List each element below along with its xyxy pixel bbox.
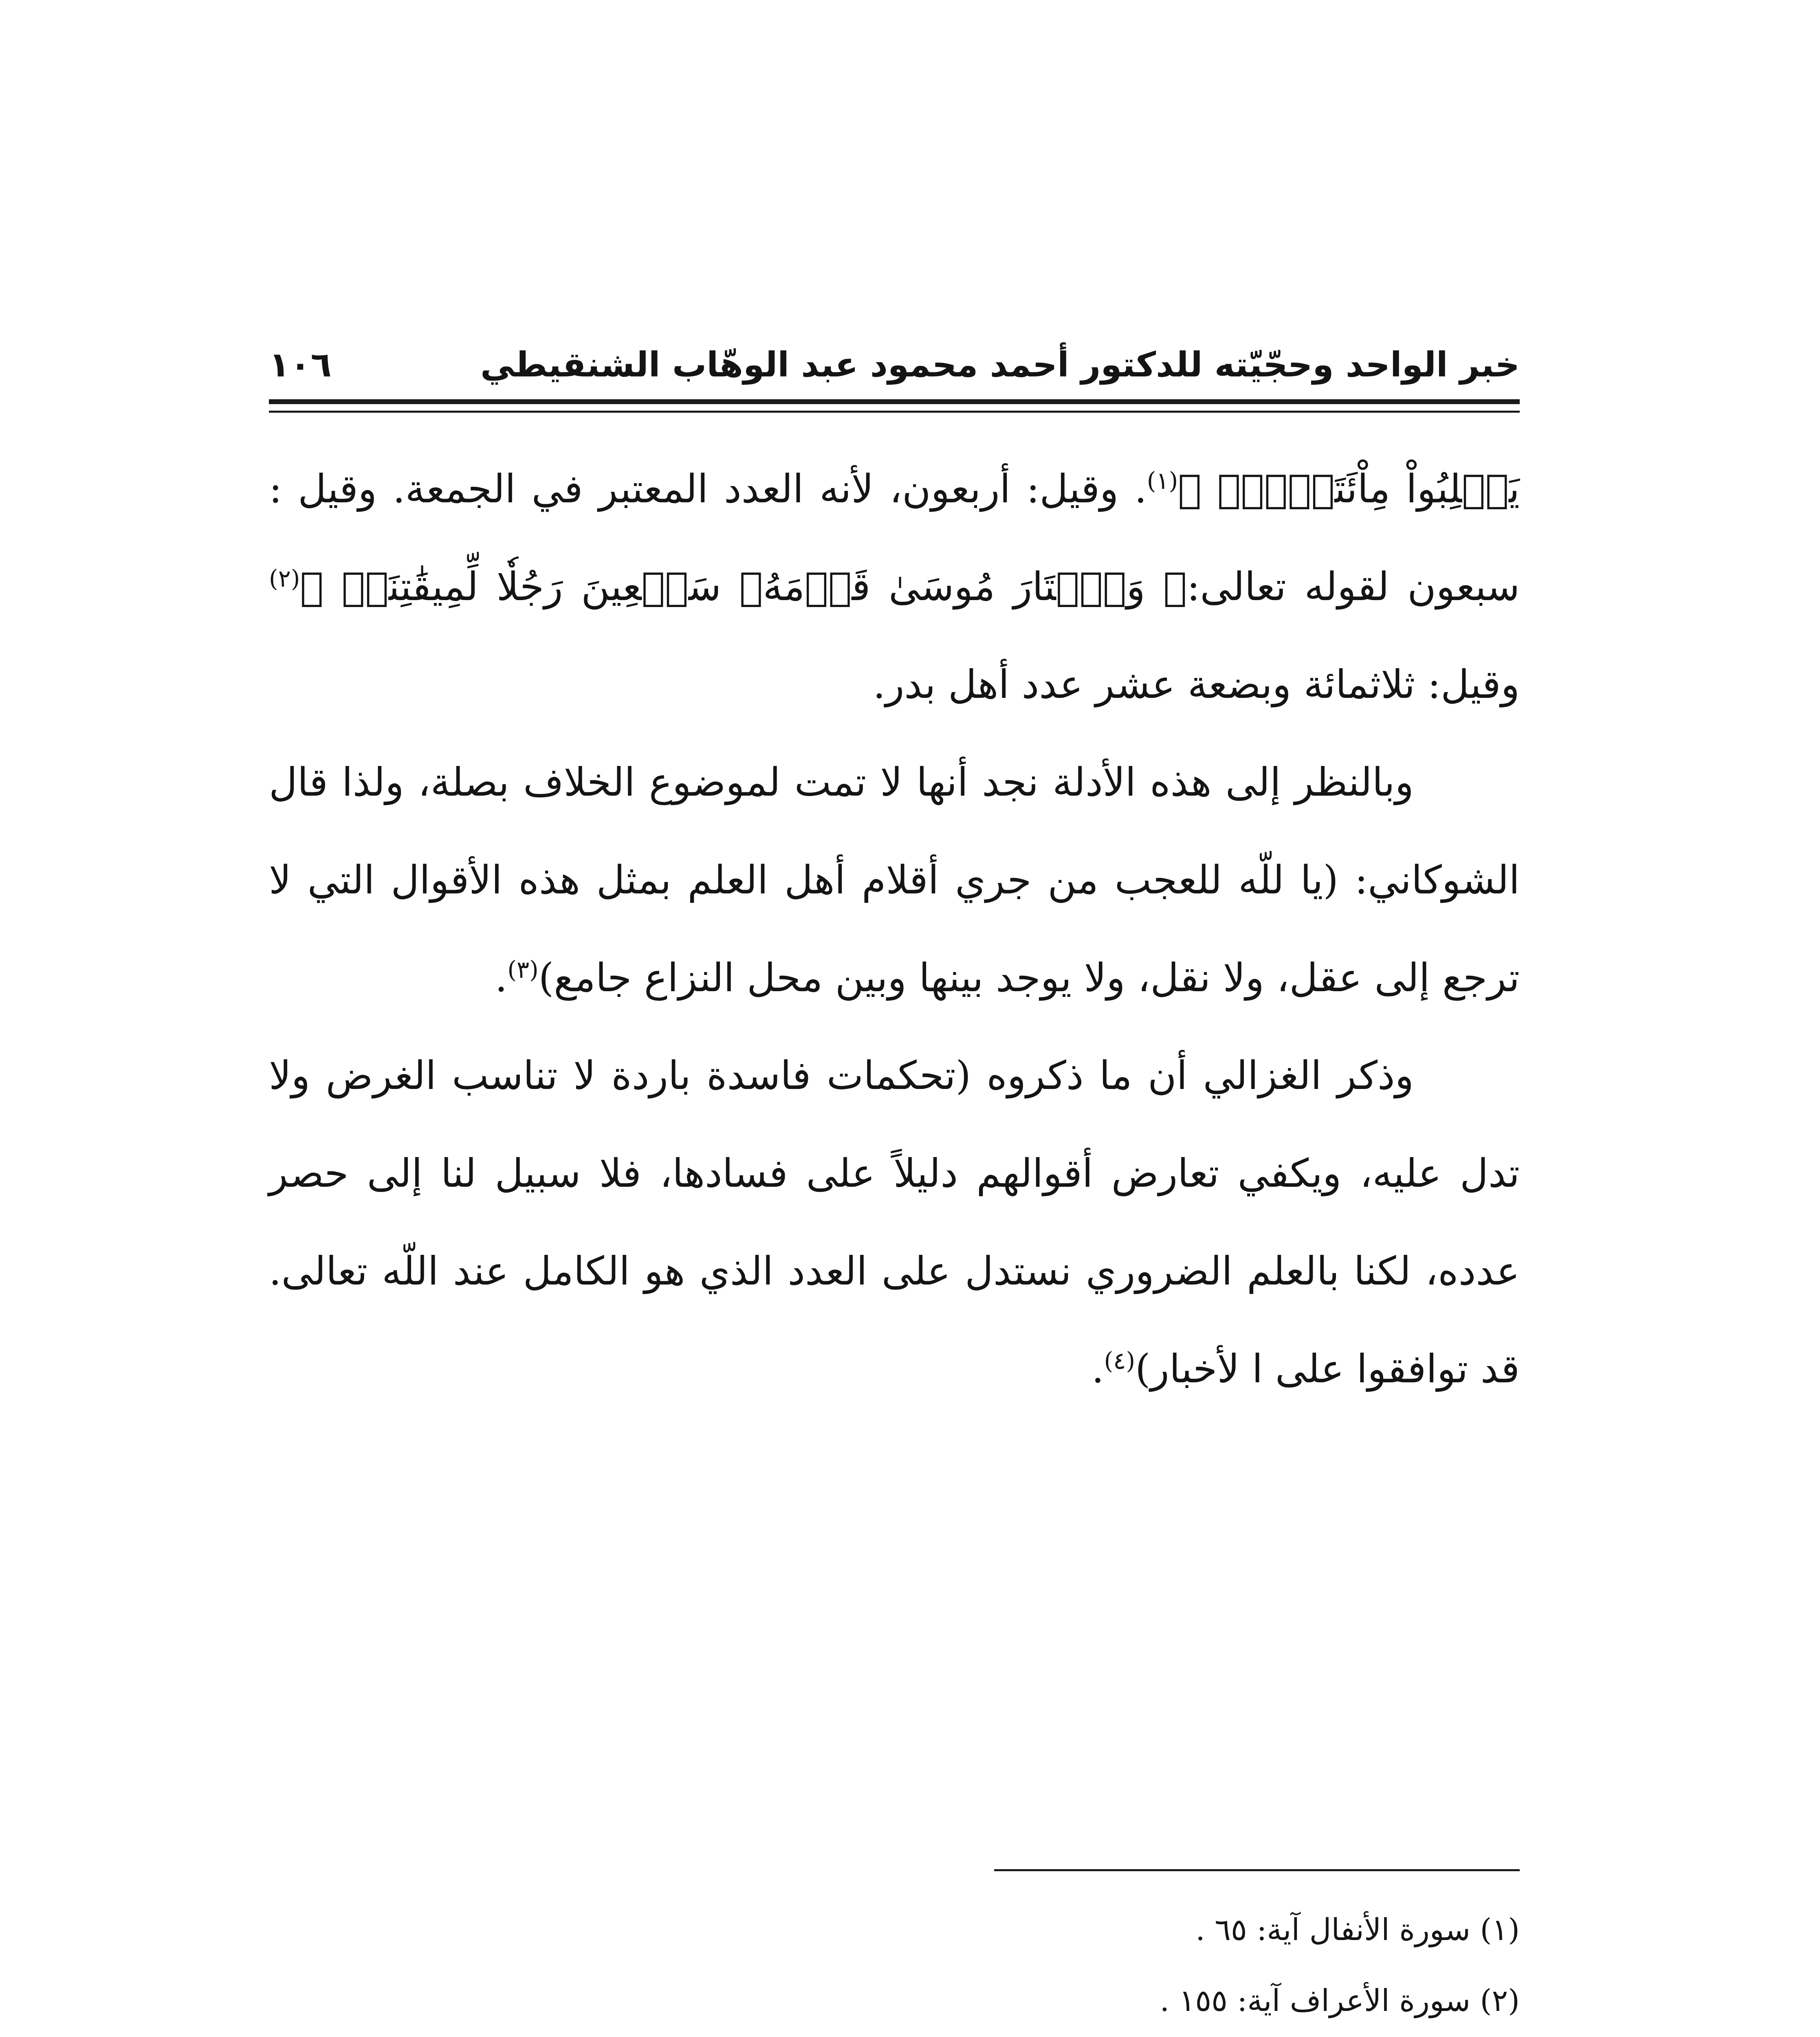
paragraph-3-end: . xyxy=(1092,1346,1104,1392)
header-rule-thick xyxy=(269,399,1520,404)
paragraph-1-text-b: وقيل: ثلاثمائة وبضعة عشر عدد أهل بدر. xyxy=(873,662,1520,707)
page-header xyxy=(269,334,1520,395)
footnote-ref-2: (٢) xyxy=(269,565,300,592)
page-number: ١٠٦ xyxy=(269,345,332,385)
footnote-ref-4: (٤) xyxy=(1104,1347,1136,1375)
paragraph-3 xyxy=(269,1027,1520,1418)
paragraph-2-end: . xyxy=(495,955,508,1001)
footnote-separator xyxy=(994,1869,1520,1871)
running-title: خبر الواحد وحجّيّته للدكتور أحمد محمود عبد الوهّاب الشنقيطي xyxy=(480,345,1520,385)
main-text xyxy=(269,440,1520,1418)
header-rule-thin xyxy=(269,411,1520,413)
paragraph-1 xyxy=(269,440,1520,733)
quran-verse-araf-155: وَٱخۡتَارَ مُوسَىٰ قَوۡمَهُۥ سَبۡعِينَ رَجُلٗا لِّمِيقَٰتِنَاۖ ﴾ xyxy=(300,564,1145,609)
footnote-ref-3: (٣) xyxy=(507,956,539,983)
paragraph-2-text: وبالنظر إلى هذه الأدلة نجد أنها لا تمت لموضوع الخلاف بصلة، ولذا قال الشوكاني: (يا للّه للعجب من جري أقلام أهل العلم بمثل هذه الأقوال التي لا ترجع إلى عقل، ولا نقل، ولا يوجد بينها وبين محل النزاع جامع) xyxy=(269,759,1520,1001)
footnote-1: (١) سورة الأنفال آية: ٦٥ . xyxy=(1195,1912,1520,1947)
footnote-2: (٢) سورة الأعراف آية: ١٥٥ . xyxy=(1160,1983,1520,2018)
paragraph-3-text: وذكر الغزالي أن ما ذكروه (تحكمات فاسدة باردة لا تناسب الغرض ولا تدل عليه، ويكفي تعارض أقوالهم دليلاً على فسادها، فلا سبيل لنا إلى حصر عدده، لكنا بالعلم الضروري نستدل على العدد الذي هو الكامل عند اللّه تعالى. قد توافقوا على ا لأخبار) xyxy=(269,1053,1520,1392)
quran-verse-anfal-65: يَغۡلِبُواْ مِاْئَتَيۡنِۚ ﴾ xyxy=(1178,466,1520,512)
paragraph-2 xyxy=(269,733,1520,1027)
footnotes xyxy=(269,1894,1520,2037)
paragraph-1-text-a: . وقيل: أربعون، لأنه العدد المعتبر في الجمعة. وقيل : سبعون لقوله تعالى:﴿ xyxy=(269,466,1520,609)
footnote-ref-1: (١) xyxy=(1147,467,1178,495)
